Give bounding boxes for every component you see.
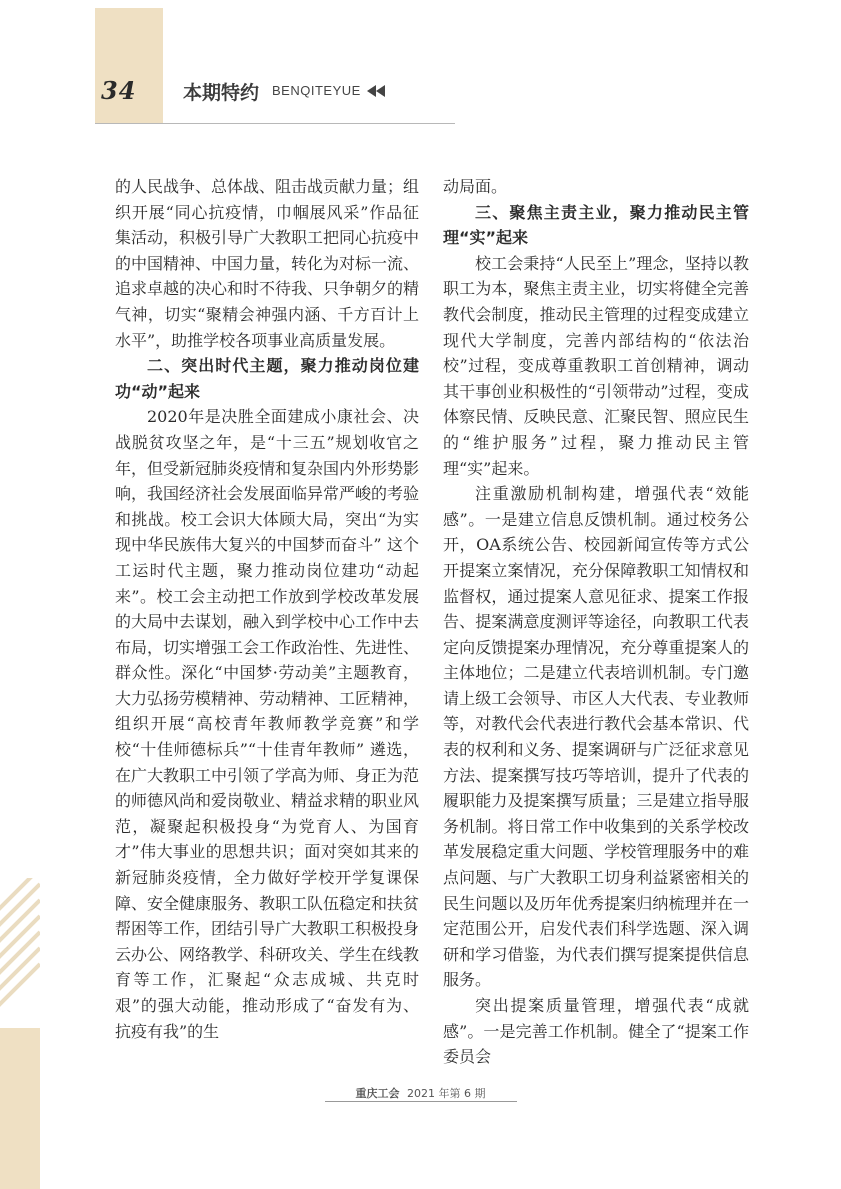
magazine-name: 重庆工会 bbox=[355, 1087, 400, 1100]
paragraph: 突出提案质量管理，增强代表“成就感”。一是完善工作机制。健全了“提案工作委员会 bbox=[443, 996, 749, 1067]
page-number: 34 bbox=[101, 76, 137, 105]
double-arrow-left-icon bbox=[366, 84, 386, 98]
section-heading-3: 三、聚焦主责主业，聚力推动民主管理“实”起来 bbox=[443, 202, 749, 248]
paragraph: 的人民战争、总体战、阻击战贡献力量；组织开展“同心抗疫情，巾帼展风采”作品征集活动，积极引导广大教职工把同心抗疫中的中国精神、中国力量，转化为对标一流、追求卓越的决心和时不待我、只争朝夕的精气神，切实“聚精会神强内涵、千方百计上水平”，助推学校各项事业高质量发展。 bbox=[115, 177, 420, 350]
paragraph: 校工会秉持“人民至上”理念，坚持以教职工为本，聚焦主责主业，切实将健全完善教代会制度，推动民主管理的过程变成建立现代大学制度，完善内部结构的“依法治校”过程，变成尊重教职工首创精神，调动其干事创业积极性的“引领带动”过程，变成体察民情、反映民意、汇聚民智、照应民生的“维护服务”过程，聚力推动民主管理“实”起来。 bbox=[443, 253, 749, 478]
footer-rule bbox=[325, 1101, 517, 1102]
right-column bbox=[443, 174, 749, 1070]
section-heading-2: 二、突出时代主题，聚力推动岗位建功“动”起来 bbox=[115, 356, 419, 401]
section-title: 本期特约 bbox=[183, 82, 260, 104]
section-pinyin: BENQITEYUE bbox=[272, 83, 361, 98]
footer bbox=[0, 1085, 841, 1101]
issue-label: 2021 年第 6 期 bbox=[407, 1087, 486, 1100]
paragraph: 注重激励机制构建，增强代表“效能感”。一是建立信息反馈机制。通过校务公开，OA系统公告、校园新闻宣传等方式公开提案立案情况，充分保障教职工知情权和监督权，通过提案人意见征求、提案工作报告、提案满意度测评等途径，向教职工代表定向反馈提案办理情况，充分尊重提案人的主体地位；二是建立代表培训机制。专门邀请上级工会领导、市区人大代表、专业教师等，对教代会代表进行教代会基本常识、代表的权利和义务、提案调研与广泛征求意见方法、提案撰写技巧等培训，提升了代表的履职能力及提案撰写质量；三是建立指导服务机制。将日常工作中收集到的关系学校改革发展稳定重大问题、学校管理服务中的难点问题、与广大教职工切身利益紧密相关的民生问题以及历年优秀提案归纳梳理并在一定范围公开，启发代表们科学选题、深入调研和学习借鉴，为代表们撰写提案提供信息服务。 bbox=[443, 484, 749, 990]
corner-stripes-decoration bbox=[0, 878, 40, 1189]
header-rule bbox=[95, 123, 455, 124]
left-column bbox=[115, 174, 419, 1044]
header-tab bbox=[95, 8, 163, 124]
paragraph: 动局面。 bbox=[443, 177, 508, 196]
paragraph: 2020年是决胜全面建成小康社会、决战脱贫攻坚之年，是“十三五”规划收官之年，但受新冠肺炎疫情和复杂国内外形势影响，我国经济社会发展面临异常严峻的考验和挑战。校工会识大体顾大局，突出“为实现中华民族伟大复兴的中国梦而奋斗” 这个工运时代主题，聚力推动岗位建功“动起来”。校工会主动把工作放到学校改革发展的大局中去谋划，融入到学校中心工作中去布局，切实增强工会工作政治性、先进性、群众性。深化“中国梦·劳动美”主题教育，大力弘扬劳模精神、劳动精神、工匠精神，组织开展“高校青年教师教学竞赛”和学校“十佳师德标兵”“十佳青年教师” 遴选，在广大教职工中引领了学高为师、身正为范的师德风尚和爱岗敬业、精益求精的职业风范，凝聚起积极投身“为党育人、为国育才”伟大事业的思想共识；面对突如其来的新冠肺炎疫情，全力做好学校开学复课保障、安全健康服务、教职工队伍稳定和扶贫帮困等工作，团结引导广大教职工积极投身云办公、网络教学、科研攻关、学生在线教育等工作，汇聚起“众志成城、共克时艰”的强大动能，推动形成了“奋发有为、抗疫有我”的生 bbox=[115, 407, 420, 1041]
